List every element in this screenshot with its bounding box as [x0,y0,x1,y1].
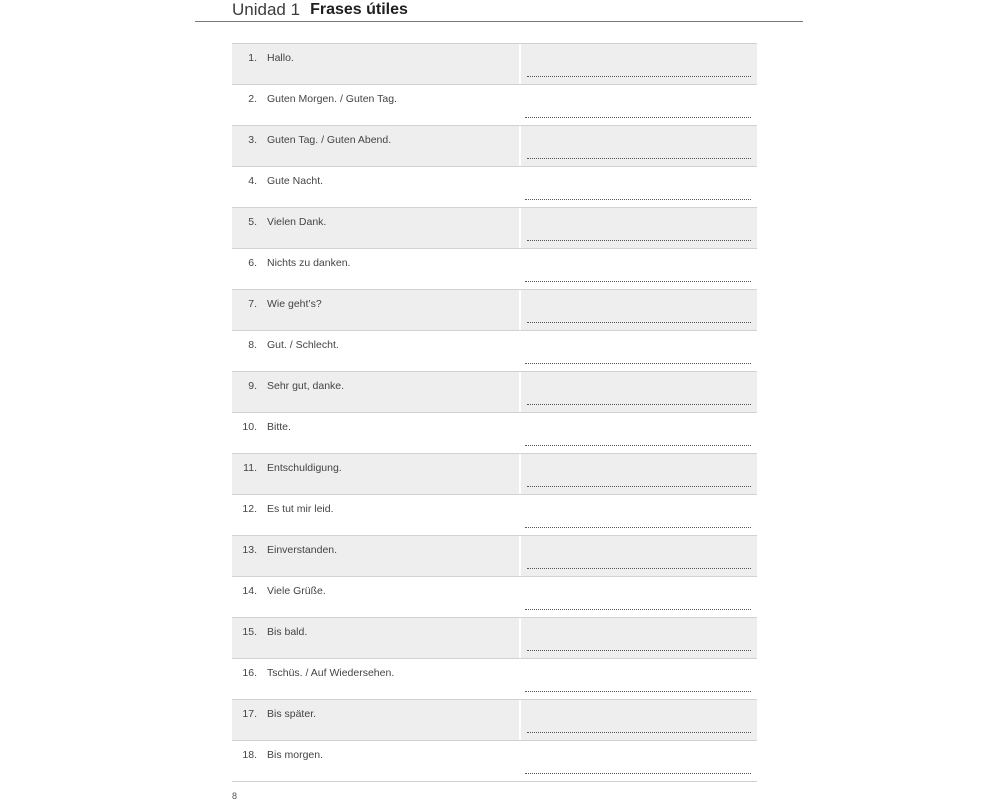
answer-cell[interactable] [519,249,757,289]
phrase-cell [232,44,517,84]
answer-cell[interactable] [519,290,757,330]
row-number: 9. [248,380,257,392]
german-phrase: Vielen Dank. [267,216,327,228]
page-header [232,0,408,20]
answer-cell[interactable] [519,44,757,84]
answer-cell[interactable] [519,577,757,617]
table-row [232,413,757,454]
row-number: 8. [248,339,257,351]
phrase-cell [232,700,517,740]
german-phrase: Guten Morgen. / Guten Tag. [267,93,397,105]
phrase-cell [232,536,517,576]
table-row [232,536,757,577]
answer-dotted-line [527,404,751,405]
phrase-cell [232,290,517,330]
table-row [232,700,757,741]
answer-dotted-line [525,773,751,774]
answer-dotted-line [525,527,751,528]
german-phrase: Hallo. [267,52,294,64]
answer-cell[interactable] [519,618,757,658]
phrase-cell [232,208,517,248]
answer-dotted-line [527,486,751,487]
table-row [232,167,757,208]
table-row [232,44,757,85]
phrase-cell [232,577,517,617]
table-row [232,741,757,782]
answer-dotted-line [527,322,751,323]
phrase-cell [232,618,517,658]
german-phrase: Es tut mir leid. [267,503,334,515]
german-phrase: Guten Tag. / Guten Abend. [267,134,392,146]
phrase-cell [232,126,517,166]
row-number: 4. [248,175,257,187]
german-phrase: Bis morgen. [267,749,324,761]
row-number: 5. [248,216,257,228]
row-number: 18. [242,749,257,761]
row-number: 15. [242,626,257,638]
table-row [232,126,757,167]
german-phrase: Sehr gut, danke. [267,380,345,392]
german-phrase: Wie geht’s? [267,298,322,310]
phrase-cell [232,454,517,494]
unit-label: Unidad 1 [232,0,301,19]
table-row [232,249,757,290]
table-row [232,454,757,495]
phrase-cell [232,249,517,289]
row-number: 7. [248,298,257,310]
answer-cell[interactable] [519,331,757,371]
answer-cell[interactable] [519,741,757,781]
german-phrase: Entschuldigung. [267,462,342,474]
phrase-cell [232,413,517,453]
row-number: 13. [242,544,257,556]
german-phrase: Bis bald. [267,626,308,638]
phrase-cell [232,167,517,207]
german-phrase: Viele Grüße. [267,585,326,597]
answer-dotted-line [525,691,751,692]
row-number: 6. [248,257,257,269]
table-row [232,372,757,413]
answer-cell[interactable] [519,167,757,207]
row-number: 2. [248,93,257,105]
german-phrase: Bitte. [267,421,291,433]
answer-cell[interactable] [519,454,757,494]
page-title: Frases útiles [310,1,408,18]
german-phrase: Bis später. [267,708,317,720]
answer-dotted-line [525,117,751,118]
german-phrase: Tschüs. / Auf Wiedersehen. [267,667,395,679]
answer-dotted-line [525,445,751,446]
table-row [232,495,757,536]
phrase-cell [232,741,517,781]
german-phrase: Gute Nacht. [267,175,324,187]
phrase-cell [232,659,517,699]
phrase-cell [232,372,517,412]
answer-cell[interactable] [519,208,757,248]
row-number: 12. [242,503,257,515]
page-number: 8 [232,791,238,801]
answer-cell[interactable] [519,413,757,453]
row-number: 1. [248,52,257,64]
answer-cell[interactable] [519,372,757,412]
german-phrase: Gut. / Schlecht. [267,339,339,351]
answer-dotted-line [527,732,751,733]
table-row [232,208,757,249]
answer-cell[interactable] [519,495,757,535]
table-row [232,331,757,372]
answer-cell[interactable] [519,536,757,576]
answer-cell[interactable] [519,700,757,740]
answer-dotted-line [527,650,751,651]
row-number: 3. [248,134,257,146]
row-number: 14. [242,585,257,597]
german-phrase: Nichts zu danken. [267,257,351,269]
phrase-cell [232,331,517,371]
answer-cell[interactable] [519,659,757,699]
table-row [232,659,757,700]
answer-dotted-line [527,76,751,77]
table-row [232,290,757,331]
table-row [232,618,757,659]
answer-dotted-line [525,281,751,282]
row-number: 10. [242,421,257,433]
header-divider [195,21,803,22]
german-phrase: Einverstanden. [267,544,338,556]
phrase-table [232,43,757,782]
phrase-cell [232,85,517,125]
answer-dotted-line [525,363,751,364]
row-number: 11. [243,462,257,474]
answer-cell[interactable] [519,126,757,166]
phrase-cell [232,495,517,535]
answer-dotted-line [527,240,751,241]
answer-dotted-line [527,568,751,569]
answer-dotted-line [525,609,751,610]
table-row [232,577,757,618]
answer-dotted-line [527,158,751,159]
answer-cell[interactable] [519,85,757,125]
row-number: 16. [242,667,257,679]
answer-dotted-line [525,199,751,200]
row-number: 17. [242,708,257,720]
table-row [232,85,757,126]
